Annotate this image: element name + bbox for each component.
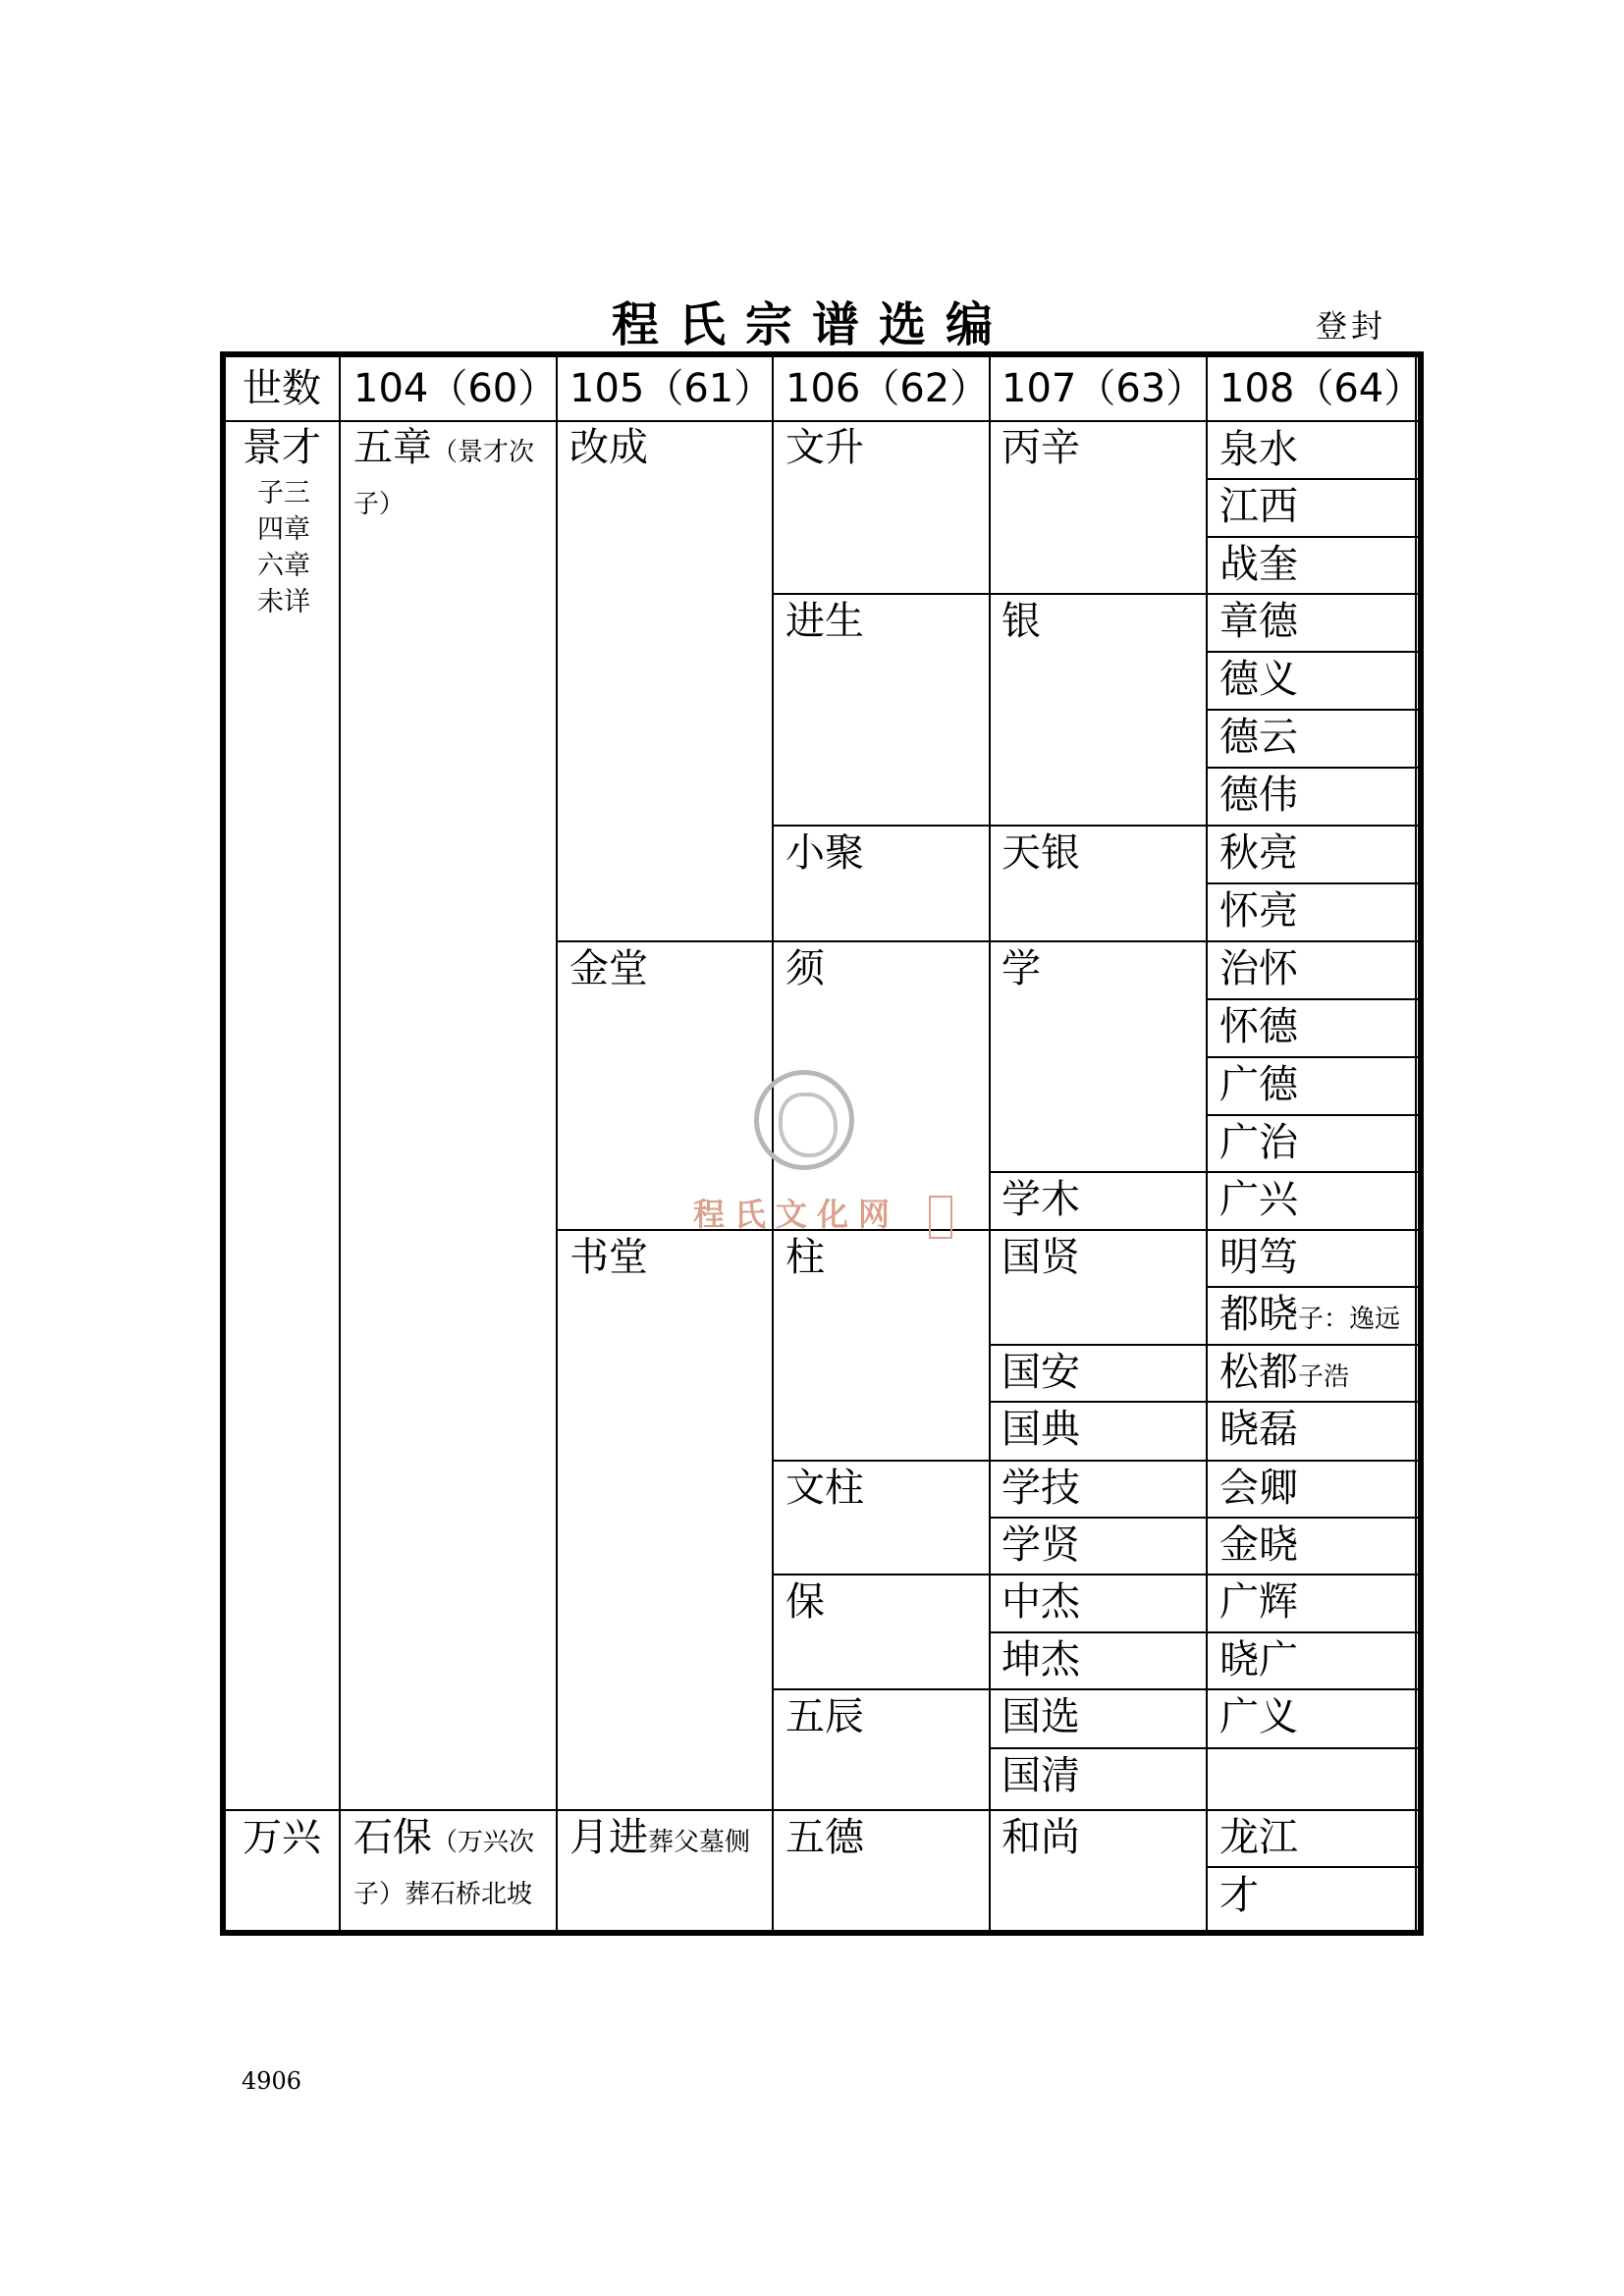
row-separator: [1207, 478, 1418, 480]
person-name: 金堂: [569, 946, 648, 991]
row-separator: [773, 593, 1418, 595]
person-note: 子三: [257, 478, 310, 508]
person-name: 须: [785, 946, 825, 991]
person-name: 丙辛: [1001, 425, 1080, 470]
row-separator: [1207, 882, 1418, 884]
person-name: 书堂: [569, 1235, 648, 1280]
person-name: 中杰: [1001, 1579, 1080, 1625]
person-entry: [353, 1814, 550, 1918]
person-name: 章德: [1219, 599, 1298, 644]
row-separator: [1207, 651, 1418, 653]
person-note: 葬父墓侧: [648, 1828, 751, 1857]
person-name: 五德: [785, 1815, 864, 1860]
person-name: 学技: [1001, 1466, 1080, 1511]
person-name: 广德: [1219, 1062, 1298, 1107]
person-entry: [569, 1814, 766, 1866]
row-separator: [990, 1747, 1418, 1749]
header-gen-106: 106（62）: [785, 366, 990, 411]
person-name: 怀亮: [1219, 888, 1298, 934]
person-name: 德云: [1219, 715, 1298, 760]
person-name: 和尚: [1001, 1815, 1080, 1860]
row-separator: [1207, 536, 1418, 538]
person-name: 广辉: [1219, 1579, 1298, 1625]
person-name: 月进: [569, 1815, 648, 1860]
row-separator: [1207, 1286, 1418, 1288]
person-name: 会卿: [1219, 1466, 1298, 1511]
person-note: 子浩: [1298, 1362, 1350, 1392]
person-note: 六章: [257, 551, 310, 581]
person-name: 松都: [1219, 1350, 1298, 1395]
person-name: 广兴: [1219, 1177, 1298, 1222]
header-gen-108: 108（64）: [1219, 366, 1424, 411]
person-name: 坤杰: [1001, 1637, 1080, 1682]
header-gen-105: 105（61）: [569, 366, 774, 411]
header-gen-104: 104（60）: [353, 366, 558, 411]
person-entry: [1219, 1291, 1400, 1343]
person-name: 龙江: [1219, 1815, 1298, 1860]
person-name: 国典: [1001, 1407, 1080, 1452]
row-separator: [990, 1401, 1418, 1403]
person-note: （景才次子）: [353, 438, 535, 519]
person-name: 泉水: [1219, 427, 1298, 472]
page-number: 4906: [242, 2067, 302, 2095]
row-separator: [1207, 1056, 1418, 1058]
watermark-text: 程氏文化网: [693, 1196, 900, 1233]
person-note: （万兴次子）葬石桥北坡: [353, 1828, 535, 1909]
person-name: 才: [1219, 1873, 1259, 1918]
person-name: 治怀: [1219, 946, 1298, 991]
header-generation: 世数: [243, 366, 321, 411]
watermark-seal-icon: [754, 1070, 854, 1170]
header-separator: [226, 420, 1418, 422]
person-entry: [1219, 1349, 1349, 1401]
person-name: 晓磊: [1219, 1407, 1298, 1452]
person-name: 广义: [1219, 1694, 1298, 1739]
column-divider: [556, 357, 558, 1930]
place-label: 登封: [1316, 307, 1387, 345]
page-title: 程氏宗谱选编: [611, 297, 1012, 352]
person-name: 金晓: [1219, 1522, 1298, 1568]
row-separator: [1207, 709, 1418, 711]
person-name: 改成: [569, 425, 648, 470]
person-name: 德伟: [1219, 773, 1298, 818]
row-separator: [1207, 1114, 1418, 1116]
person-name: 小聚: [785, 830, 864, 876]
person-name: 五辰: [785, 1694, 864, 1739]
person-name: 国贤: [1001, 1235, 1080, 1280]
person-name: 文升: [785, 425, 864, 470]
person-note: 四章: [257, 514, 310, 545]
person-name: 银: [1001, 599, 1041, 644]
person-name: 学贤: [1001, 1522, 1080, 1568]
person-entry: [353, 424, 550, 528]
person-name: 都晓: [1219, 1292, 1298, 1337]
row-separator: [773, 1460, 1418, 1462]
person-name: 文柱: [785, 1466, 864, 1511]
person-name: 石保: [353, 1815, 432, 1860]
person-name: 保: [785, 1579, 825, 1625]
person-name: 景才: [243, 425, 321, 470]
column-divider: [339, 357, 341, 1930]
person-name: 秋亮: [1219, 830, 1298, 876]
row-separator: [773, 1574, 1418, 1575]
row-separator: [557, 1229, 1418, 1231]
person-name: 国选: [1001, 1694, 1080, 1739]
row-separator: [1207, 1866, 1418, 1868]
person-note: 子：逸远: [1298, 1305, 1401, 1334]
person-note: 未详: [257, 587, 310, 617]
person-name: 明笃: [1219, 1235, 1298, 1280]
person-name: 万兴: [243, 1815, 321, 1860]
row-separator: [1207, 767, 1418, 769]
row-separator: [990, 1171, 1418, 1173]
person-name: 进生: [785, 599, 864, 644]
row-separator: [990, 1631, 1418, 1633]
row-separator: [557, 940, 1418, 942]
person-name: 怀德: [1219, 1004, 1298, 1049]
person-name: 江西: [1219, 484, 1298, 529]
row-separator: [773, 1688, 1418, 1690]
watermark-stamp-icon: [929, 1196, 952, 1239]
row-separator: [1207, 998, 1418, 1000]
row-separator: [226, 1809, 1418, 1811]
person-name: 国清: [1001, 1753, 1080, 1798]
person-name: 国安: [1001, 1350, 1080, 1395]
person-name: 广治: [1219, 1120, 1298, 1165]
row-separator: [990, 1344, 1418, 1346]
person-name: 战奎: [1219, 542, 1298, 587]
person-name: 学: [1001, 946, 1041, 991]
person-name: 学木: [1001, 1177, 1080, 1222]
row-separator: [990, 1517, 1418, 1519]
person-name: 五章: [353, 425, 432, 470]
person-name: 柱: [785, 1235, 825, 1280]
person-name: 德义: [1219, 657, 1298, 702]
person-name: 天银: [1001, 830, 1080, 876]
person-name: 晓广: [1219, 1637, 1298, 1682]
header-gen-107: 107（63）: [1001, 366, 1206, 411]
row-separator: [773, 825, 1418, 827]
